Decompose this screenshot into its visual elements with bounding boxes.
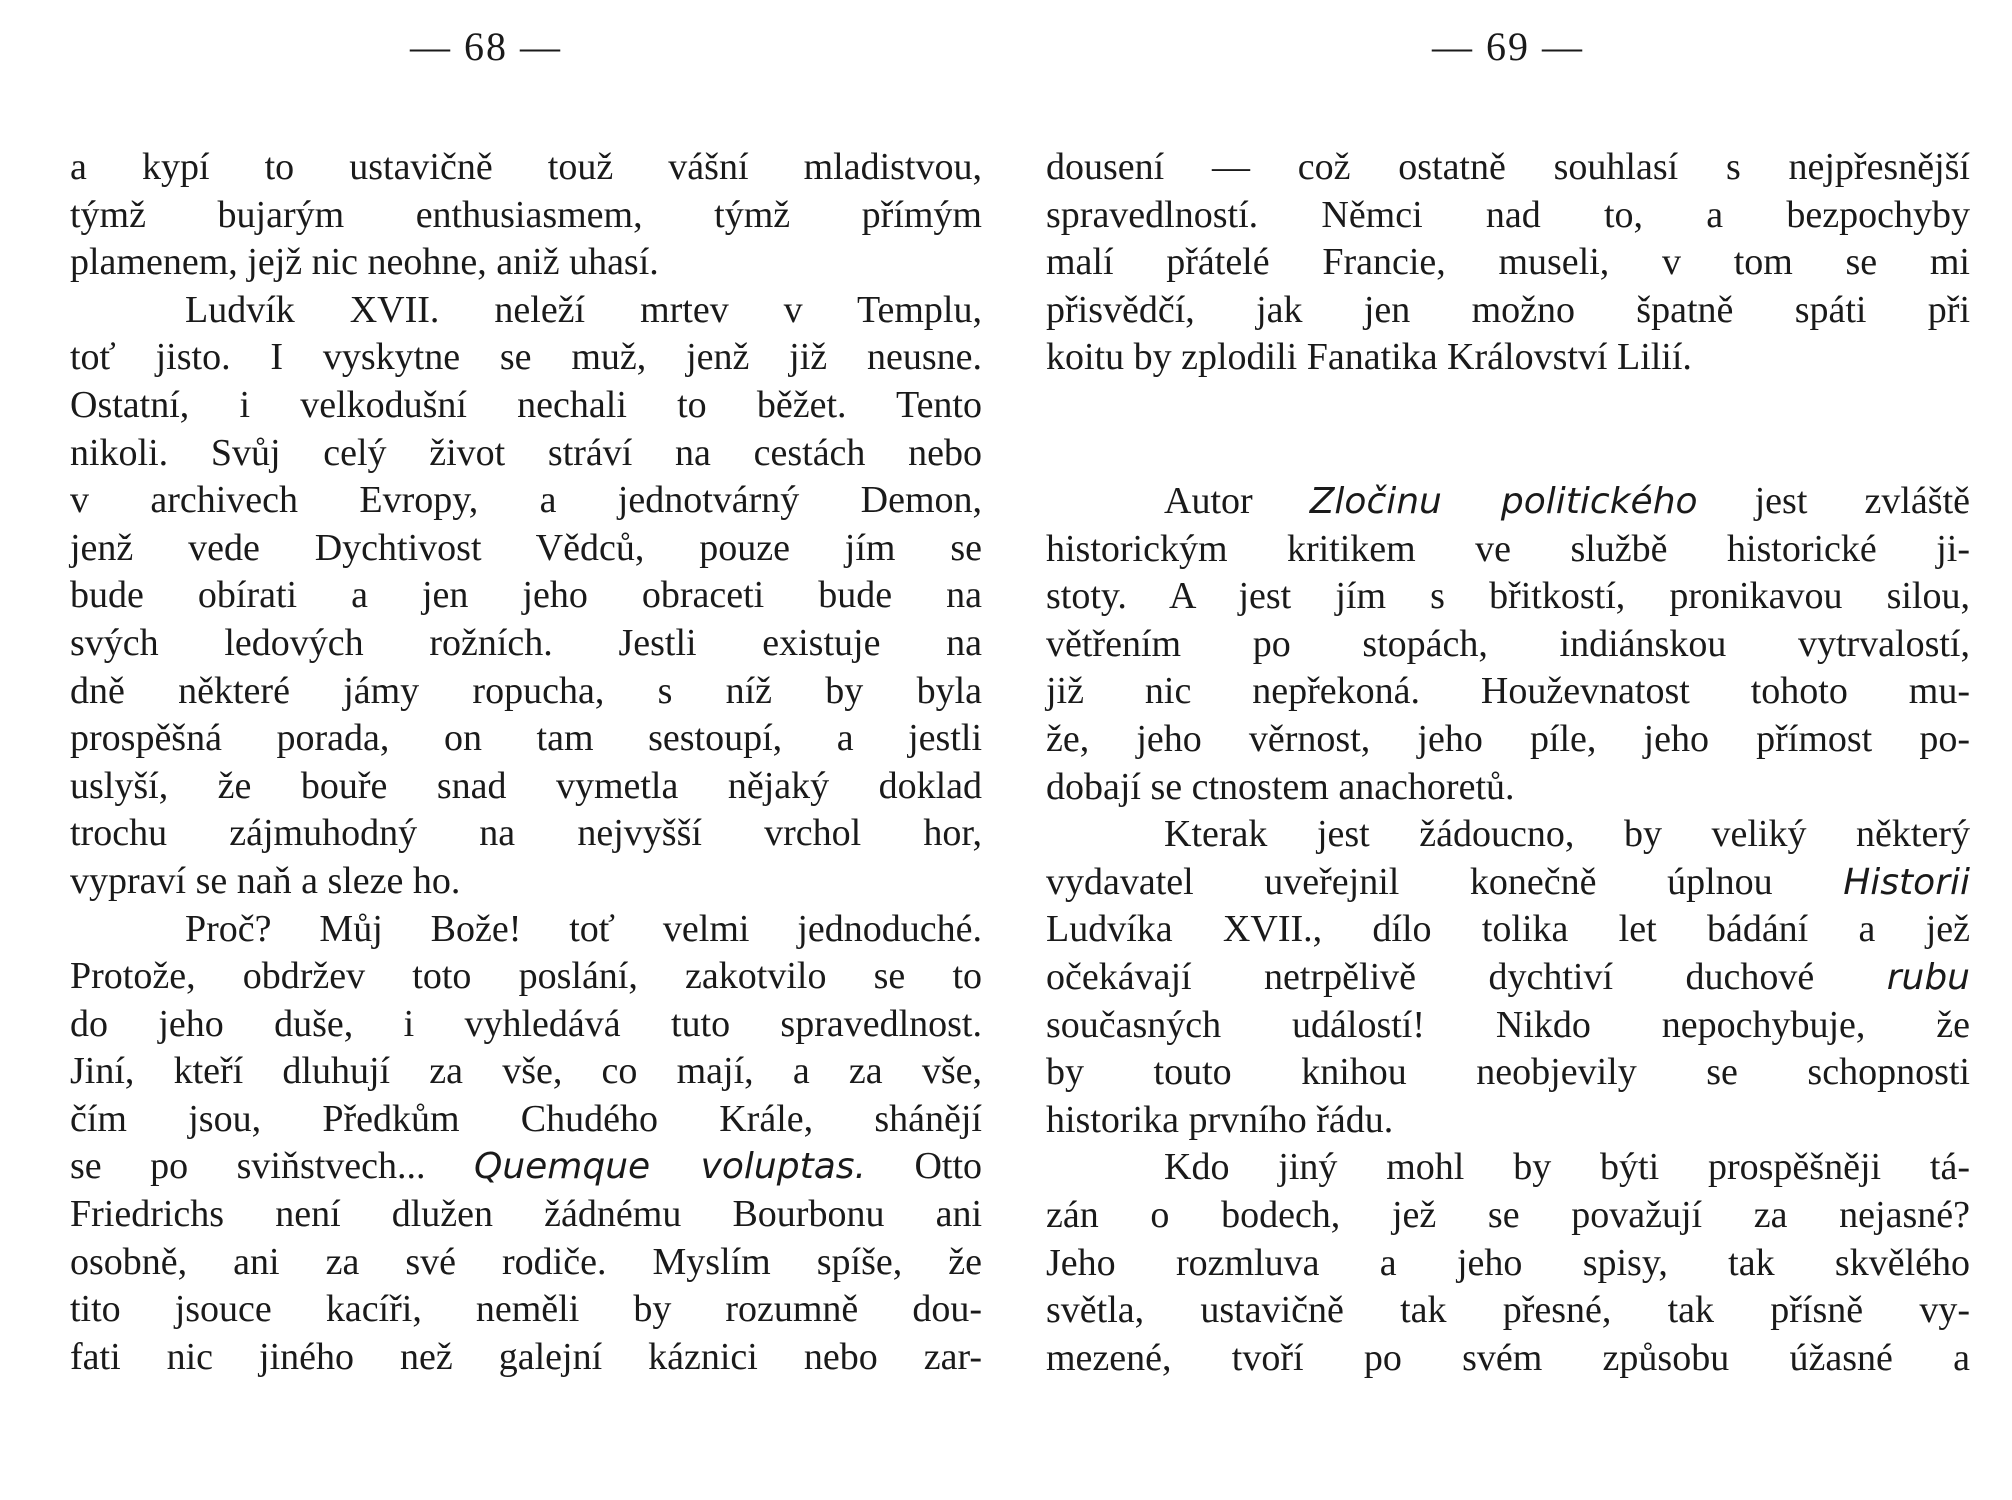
text-line: historika prvního řádu. (1046, 1098, 1394, 1141)
text-line: Jeho rozmluva a jeho spisy, tak skvělého (1046, 1241, 1970, 1284)
page-number-right: — 69 — (1432, 24, 1584, 69)
text-line: Ostatní, i velkodušní nechali to běžet. Tento (70, 383, 982, 426)
text-line: současných událostí! Nikdo nepochybuje, že (1046, 1003, 1970, 1046)
text-segment: vydavatel uveřejnil konečně úplnou (1046, 860, 1773, 903)
text-line: již nic nepřekoná. Houževnatost tohoto mu- (1046, 670, 1970, 713)
text-segment: Autor (1164, 480, 1253, 522)
text-line: historickým kritikem ve službě historické ji- (1046, 527, 1970, 570)
text-line: mezené, tvoří po svém způsobu úžasné a (1046, 1336, 1970, 1379)
text-line: dobají se ctnostem anachoretů. (1046, 765, 1515, 808)
text-line: Kterak jest žádoucno, by veliký některý (1164, 813, 1970, 856)
text-line: že, jeho věrnost, jeho píle, jeho přímost po- (1046, 717, 1970, 760)
text-line: Kdo jiný mohl by býti prospěšněji tá- (1164, 1146, 1970, 1189)
text-line: do jeho duše, i vyhledává tuto spravedlnost. (70, 1002, 982, 1045)
text-line (70, 1143, 982, 1191)
text-line: čím jsou, Předkům Chudého Krále, shánějí (70, 1097, 982, 1140)
text-segment: Otto (914, 1145, 982, 1188)
text-line: v archivech Evropy, a jednotvárný Demon, (70, 479, 982, 522)
text-line: světla, ustavičně tak přesné, tak přísně vy- (1046, 1289, 1970, 1332)
text-line: svých ledových rožních. Jestli existuje na (70, 621, 982, 664)
left-page-text (70, 144, 982, 1381)
text-line: Ludvíka XVII., dílo tolika let bádání a jež (1046, 908, 1970, 951)
text-line: osobně, ani za své rodiče. Myslím spíše, že (70, 1240, 982, 1283)
text-line: nikoli. Svůj celý život stráví na cestách nebo (70, 431, 982, 474)
italic-word: rubu (1886, 956, 1970, 998)
text-line: Protože, obdržev toto poslání, zakotvilo se to (70, 955, 982, 998)
text-line: Proč? Můj Bože! toť velmi jednoduché. (185, 907, 982, 950)
text-line: Jiní, kteří dluhují za vše, co mají, a za vše, (70, 1050, 982, 1093)
text-line: Ludvík XVII. neleží mrtev v Templu, (185, 288, 982, 331)
text-line: týmž bujarým enthusiasmem, týmž přímým (70, 193, 982, 236)
text-line: toť jisto. I vyskytne se muž, jenž již neusne. (70, 336, 982, 379)
text-line: spravedlností. Němci nad to, a bezpochyby (1046, 193, 1970, 236)
text-line: dně některé jámy ropucha, s níž by byla (70, 669, 982, 712)
right-page-text-top (1046, 144, 1970, 382)
text-line: jenž vede Dychtivost Vědců, pouze jím se (70, 526, 982, 569)
text-line: bude obírati a jen jeho obraceti bude na (70, 574, 982, 617)
italic-title: Historii (1843, 861, 1970, 903)
right-page-text-main (1046, 478, 1970, 1382)
text-line: Friedrichs není dlužen žádnému Bourbonu ani (70, 1193, 982, 1236)
text-line: zán o bodech, jež se považují za nejasné? (1046, 1193, 1970, 1236)
italic-phrase: Quemque voluptas. (473, 1146, 866, 1188)
italic-title: Zločinu politického (1309, 481, 1698, 522)
text-line (1046, 859, 1970, 907)
text-line: prospěšná porada, on tam sestoupí, a jestli (70, 717, 982, 760)
text-line: fati nic jiného než galejní káznici nebo zar- (70, 1335, 982, 1378)
text-line: koitu by zplodili Fanatika Království Lilií. (1046, 336, 1692, 379)
text-line: tito jsouce kacíři, neměli by rozumně dou- (70, 1288, 982, 1331)
text-line: přisvědčí, jak jen možno špatně spáti při (1046, 288, 1970, 331)
text-line: plamenem, jejž nic neohne, aniž uhasí. (70, 241, 659, 284)
page-number-left: — 68 — (410, 24, 562, 69)
text-line: dousení — což ostatně souhlasí s nejpřesnější (1046, 146, 1970, 188)
text-segment: se po sviňstvech... (70, 1145, 426, 1188)
text-segment: očekávají netrpělivě dychtiví duchové (1046, 955, 1815, 998)
text-line (1046, 954, 1970, 1002)
text-line: uslyší, že bouře snad vymetla nějaký doklad (70, 764, 982, 807)
text-line: vypraví se naň a sleze ho. (70, 859, 461, 902)
text-line: trochu zájmuhodný na nejvyšší vrchol hor, (70, 812, 982, 855)
text-line: stoty. A jest jím s břitkostí, pronikavou silou, (1046, 575, 1970, 618)
text-segment: jest zvláště (1754, 480, 1970, 522)
text-line: malí přátelé Francie, museli, v tom se mi (1046, 241, 1970, 284)
text-line (1046, 478, 1970, 526)
text-line: a kypí to ustavičně touž vášní mladistvou, (70, 146, 982, 188)
text-line: větřením po stopách, indiánskou vytrvalostí, (1046, 622, 1970, 665)
text-line: by touto knihou neobjevily se schopnosti (1046, 1051, 1970, 1094)
